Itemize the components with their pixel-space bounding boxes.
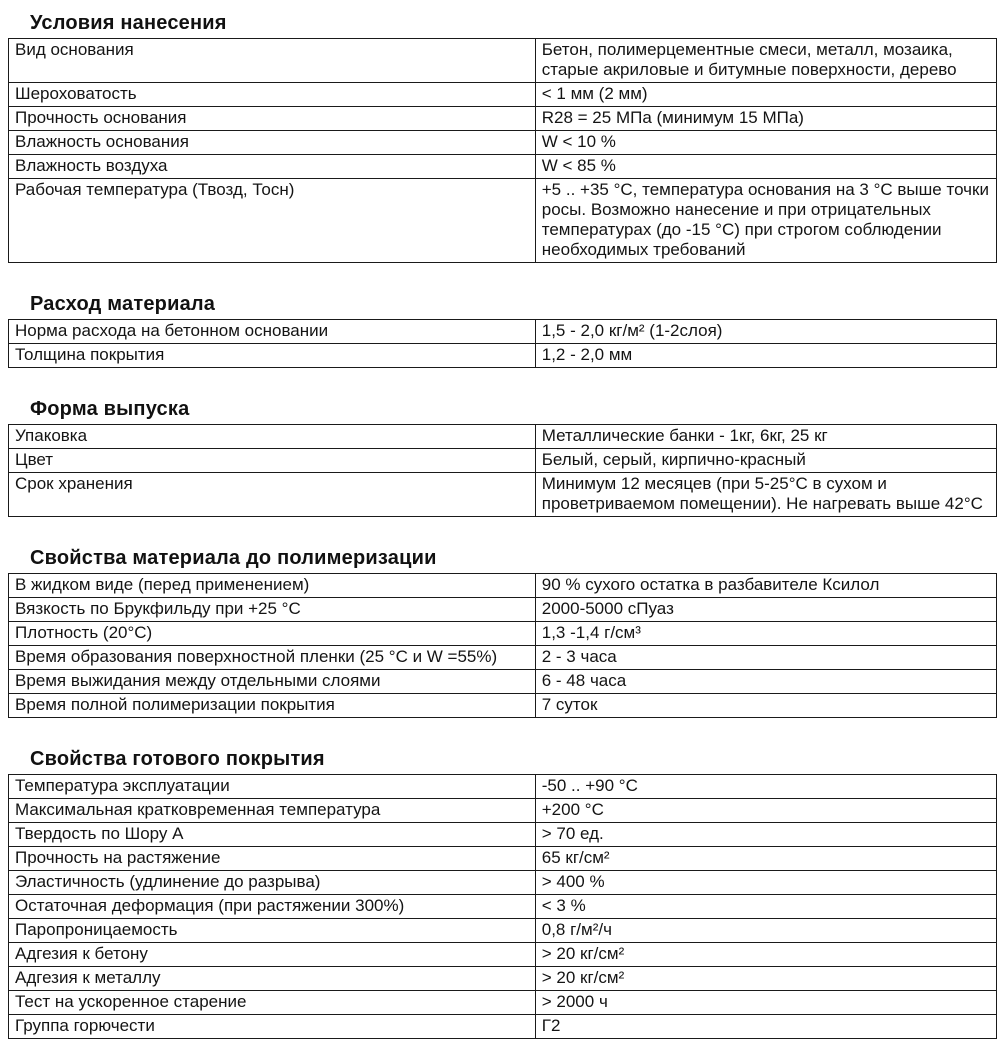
spec-table-body bbox=[9, 574, 997, 718]
property-label: Температура эксплуатации bbox=[9, 775, 536, 799]
property-value: 0,8 г/м²/ч bbox=[535, 919, 996, 943]
property-value: W < 10 % bbox=[535, 131, 996, 155]
property-label: Время полной полимеризации покрытия bbox=[9, 694, 536, 718]
section-title: Расход материала bbox=[30, 293, 216, 315]
table-row bbox=[9, 344, 997, 368]
spec-table-body bbox=[9, 775, 997, 1039]
section-title: Форма выпуска bbox=[30, 398, 190, 420]
table-row bbox=[9, 694, 997, 718]
property-value: < 3 % bbox=[535, 895, 996, 919]
table-row bbox=[9, 895, 997, 919]
spec-section bbox=[8, 547, 997, 718]
property-label: Остаточная деформация (при растяжении 300%) bbox=[9, 895, 536, 919]
table-row bbox=[9, 131, 997, 155]
table-row bbox=[9, 871, 997, 895]
property-label: Влажность воздуха bbox=[9, 155, 536, 179]
property-label: Паропроницаемость bbox=[9, 919, 536, 943]
table-row bbox=[9, 967, 997, 991]
property-label: Вид основания bbox=[9, 39, 536, 83]
section-title: Свойства готового покрытия bbox=[30, 748, 325, 770]
property-label: Цвет bbox=[9, 449, 536, 473]
spec-table bbox=[8, 774, 997, 1039]
property-label: Твердость по Шору А bbox=[9, 823, 536, 847]
table-row bbox=[9, 473, 997, 517]
property-label: Шероховатость bbox=[9, 83, 536, 107]
property-label: Адгезия к бетону bbox=[9, 943, 536, 967]
property-value: 65 кг/см² bbox=[535, 847, 996, 871]
property-value: Бетон, полимерцементные смеси, металл, мозаика, старые акриловые и битумные поверхности, дерево bbox=[535, 39, 996, 83]
property-label: Эластичность (удлинение до разрыва) bbox=[9, 871, 536, 895]
property-label: Упаковка bbox=[9, 425, 536, 449]
table-row bbox=[9, 179, 997, 263]
spec-section bbox=[8, 748, 997, 1039]
property-value: Белый, серый, кирпично-красный bbox=[535, 449, 996, 473]
table-row bbox=[9, 107, 997, 131]
spec-table-body bbox=[9, 320, 997, 368]
section-title: Условия нанесения bbox=[30, 12, 227, 34]
spec-table-body bbox=[9, 425, 997, 517]
spec-table bbox=[8, 38, 997, 263]
property-value: R28 = 25 МПа (минимум 15 МПа) bbox=[535, 107, 996, 131]
table-row bbox=[9, 847, 997, 871]
spec-section bbox=[8, 398, 997, 517]
property-label: Срок хранения bbox=[9, 473, 536, 517]
table-row bbox=[9, 823, 997, 847]
property-label: Влажность основания bbox=[9, 131, 536, 155]
property-label: Группа горючести bbox=[9, 1015, 536, 1039]
property-value: 6 - 48 часа bbox=[535, 670, 996, 694]
property-label: Прочность на растяжение bbox=[9, 847, 536, 871]
property-label: Плотность (20°С) bbox=[9, 622, 536, 646]
table-row bbox=[9, 991, 997, 1015]
property-value: 2 - 3 часа bbox=[535, 646, 996, 670]
property-label: Толщина покрытия bbox=[9, 344, 536, 368]
property-label: Максимальная кратковременная температура bbox=[9, 799, 536, 823]
property-label: Норма расхода на бетонном основании bbox=[9, 320, 536, 344]
spec-table bbox=[8, 319, 997, 368]
property-value: W < 85 % bbox=[535, 155, 996, 179]
spec-table bbox=[8, 424, 997, 517]
table-row bbox=[9, 1015, 997, 1039]
table-row bbox=[9, 622, 997, 646]
table-row bbox=[9, 646, 997, 670]
spec-section bbox=[8, 12, 997, 263]
table-row bbox=[9, 799, 997, 823]
table-row bbox=[9, 83, 997, 107]
property-value: 1,3 -1,4 г/см³ bbox=[535, 622, 996, 646]
property-value: Минимум 12 месяцев (при 5-25°С в сухом и проветриваемом помещении). Не нагревать выше 42°С bbox=[535, 473, 996, 517]
property-value: 90 % сухого остатка в разбавителе Ксилол bbox=[535, 574, 996, 598]
property-value: 1,5 - 2,0 кг/м² (1-2слоя) bbox=[535, 320, 996, 344]
table-row bbox=[9, 598, 997, 622]
property-value: +200 °С bbox=[535, 799, 996, 823]
property-value: 1,2 - 2,0 мм bbox=[535, 344, 996, 368]
property-value: > 20 кг/см² bbox=[535, 967, 996, 991]
table-row bbox=[9, 775, 997, 799]
property-label: В жидком виде (перед применением) bbox=[9, 574, 536, 598]
property-label: Тест на ускоренное старение bbox=[9, 991, 536, 1015]
table-row bbox=[9, 670, 997, 694]
spec-table bbox=[8, 573, 997, 718]
property-label: Адгезия к металлу bbox=[9, 967, 536, 991]
property-label: Рабочая температура (Твозд, Тосн) bbox=[9, 179, 536, 263]
property-value: > 2000 ч bbox=[535, 991, 996, 1015]
property-label: Прочность основания bbox=[9, 107, 536, 131]
spec-table-body bbox=[9, 39, 997, 263]
table-row bbox=[9, 155, 997, 179]
table-row bbox=[9, 425, 997, 449]
property-value: < 1 мм (2 мм) bbox=[535, 83, 996, 107]
property-value: > 400 % bbox=[535, 871, 996, 895]
property-value: Металлические банки - 1кг, 6кг, 25 кг bbox=[535, 425, 996, 449]
property-value: -50 .. +90 °С bbox=[535, 775, 996, 799]
property-value: 7 суток bbox=[535, 694, 996, 718]
property-label: Вязкость по Брукфильду при +25 °С bbox=[9, 598, 536, 622]
property-label: Время образования поверхностной пленки (25 °С и W =55%) bbox=[9, 646, 536, 670]
property-value: > 70 ед. bbox=[535, 823, 996, 847]
document-body bbox=[8, 12, 997, 1039]
table-row bbox=[9, 919, 997, 943]
spec-section bbox=[8, 293, 997, 368]
table-row bbox=[9, 449, 997, 473]
section-title: Свойства материала до полимеризации bbox=[30, 547, 437, 569]
property-value: Г2 bbox=[535, 1015, 996, 1039]
property-label: Время выжидания между отдельными слоями bbox=[9, 670, 536, 694]
table-row bbox=[9, 943, 997, 967]
property-value: 2000-5000 сПуаз bbox=[535, 598, 996, 622]
table-row bbox=[9, 320, 997, 344]
table-row bbox=[9, 39, 997, 83]
table-row bbox=[9, 574, 997, 598]
property-value: > 20 кг/см² bbox=[535, 943, 996, 967]
property-value: +5 .. +35 °С, температура основания на 3 °С выше точки росы. Возможно нанесение и при отрицательных температурах (до -15 °С) при строгом соблюдении необходимых требований bbox=[535, 179, 996, 263]
